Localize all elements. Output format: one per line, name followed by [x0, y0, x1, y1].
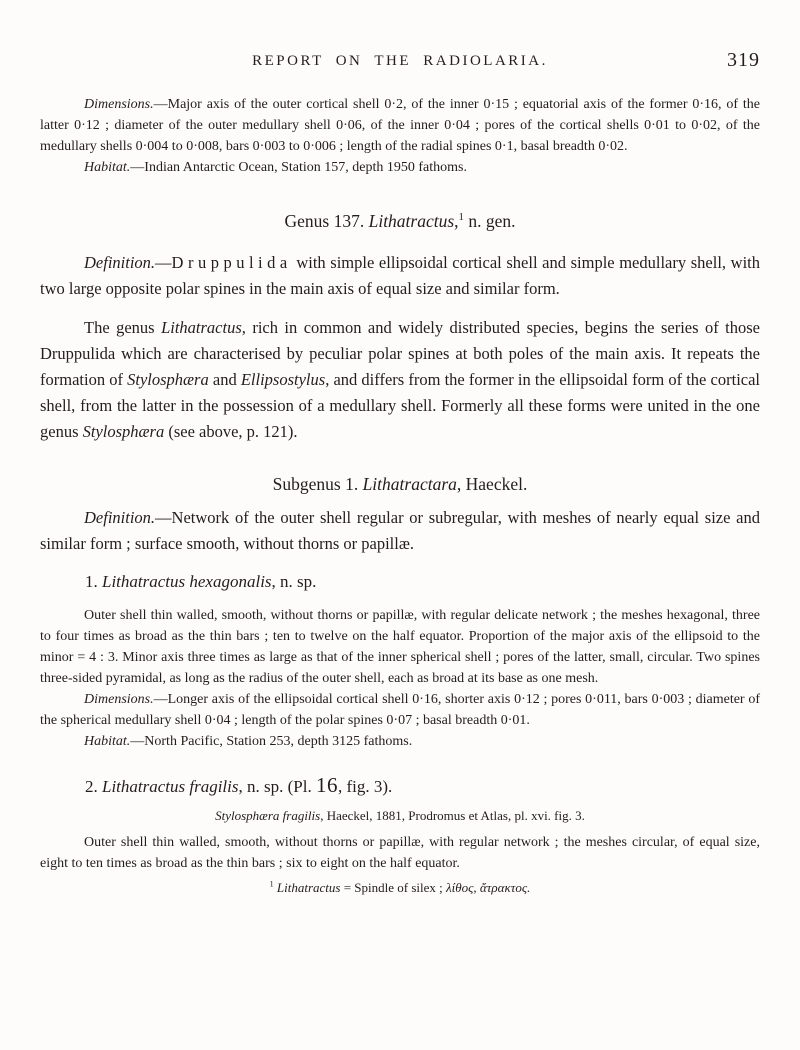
page-number: 319	[727, 49, 760, 71]
species-1-description: Outer shell thin walled, smooth, without thorns or papillæ, with regular delicate network ; the meshes hexagonal, three to four times as broad as the thin bars ; ten to twelve on the half equator. Proportion of the major axis of the ellipsoid to the minor = 4 : 3. Minor axis three times as large as that of the inner spherical shell ; pores of the latter, small, circular. Two spines three-sided pyramidal, as long as the radius of the outer shell, each as broad at its base as one mesh.	[40, 608, 760, 686]
species-2-description: Outer shell thin walled, smooth, without thorns or papillæ, with regular network ; the meshes circular, of equal size, eight to ten times as broad as the thin bars ; six to eight on the half equator.	[40, 835, 760, 871]
subgenus-heading: Subgenus 1. Lithatractara, Haeckel.	[272, 474, 528, 494]
footnote: $^1$ Lithatractus = Spindle of silex ; λίθος, ἄτρακτος.	[269, 879, 531, 895]
species-1-heading: 1. Lithatractus hexagonalis, n. sp.	[85, 572, 317, 591]
paragraph-previous-habitat: Habitat.—Indian Antarctic Ocean, Station 157, depth 1950 fathoms.	[84, 160, 467, 175]
paragraph-previous-dimensions: Dimensions.—Major axis of the outer cortical shell 0·2, of the inner 0·15 ; equatorial axis of the former 0·16, of the latter 0·12 ; diameter of the outer medullary shell 0·06, of the inner 0·04 ; pores of the cortical shells 0·01 to 0·02, of the medullary shells 0·004 to 0·008, bars 0·003 to 0·006 ; length of the radial spines 0·1, basal breadth 0·02.	[40, 97, 760, 154]
genus-heading: Genus 137. Lithatractus,$^1$ n. gen.	[284, 211, 516, 231]
genus-definition: Definition.—Druppulida with simple ellipsoidal cortical shell and simple medullary shell, with two large opposite polar spines in the main axis of equal size and similar form.	[40, 253, 760, 298]
genus-discussion: The genus Lithatractus, rich in common and widely distributed species, begins the series of those Druppulida which are characterised by peculiar polar spines at both poles of the main axis. It repeats the formation of Stylosphæra and Ellipsostylus, and differs from the former in the ellipsoidal form of the cortical shell, from the latter in the possession of a medullary shell. Formerly all these forms were united in the one genus Stylosphæra (see above, p. 121).	[40, 318, 761, 441]
subgenus-definition: Definition.—Network of the outer shell regular or subregular, with meshes of nearly equal size and similar form ; surface smooth, without thorns or papillæ.	[40, 508, 760, 553]
species-1-habitat: Habitat.—North Pacific, Station 253, depth 3125 fathoms.	[84, 734, 413, 749]
page-title: REPORT ON THE RADIOLARIA.	[252, 53, 548, 69]
species-2-synonymy: Stylosphæra fragilis, Haeckel, 1881, Prodromus et Atlas, pl. xvi. fig. 3.	[215, 808, 585, 823]
page-header	[40, 49, 760, 74]
species-1-dimensions: Dimensions.—Longer axis of the ellipsoidal cortical shell 0·16, shorter axis 0·12 ; pores 0·011, bars 0·003 ; diameter of the spherical medullary shell 0·04 ; length of the polar spines 0·07 ; basal breadth 0·01.	[40, 692, 760, 728]
species-2-heading: 2. Lithatractus fragilis, n. sp. (Pl. 16, fig. 3).	[85, 773, 393, 797]
